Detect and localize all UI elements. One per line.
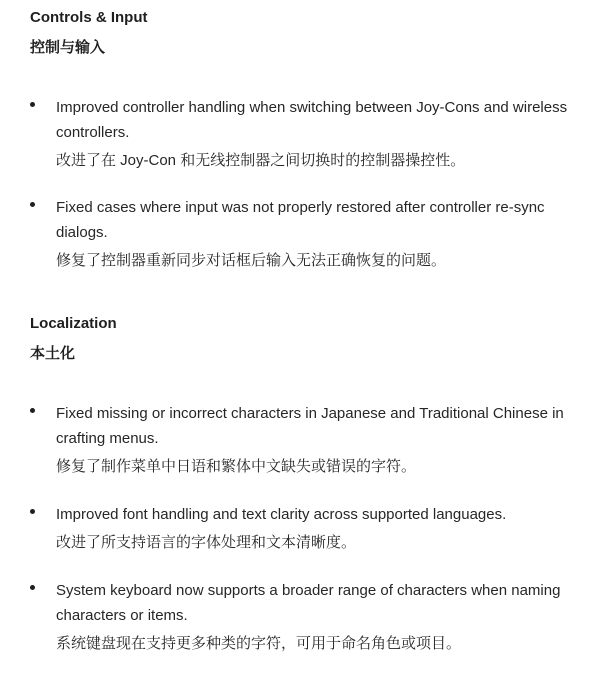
english-text: Fixed missing or incorrect characters in Japanese and Traditional Chinese in crafting menus.: [56, 405, 564, 447]
section-subtitle: 本土化: [30, 345, 76, 362]
chinese-text: 改进了所支持语言的字体处理和文本清晰度。: [56, 534, 357, 551]
list-item-body: [56, 401, 590, 477]
section-subtitle: 控制与输入: [30, 39, 106, 56]
english-text: Improved font handling and text clarity across supported languages.: [56, 506, 507, 523]
section-controls-input: [30, 8, 590, 269]
chinese-text: 修复了控制器重新同步对话框后输入无法正确恢复的问题。: [56, 252, 447, 269]
list-item-body: [56, 578, 590, 654]
english-text: Fixed cases where input was not properly restored after controller re-sync dialogs.: [56, 199, 545, 241]
section-title: Localization: [30, 315, 117, 332]
bullet-icon: [30, 202, 35, 207]
bullet-icon: [30, 509, 35, 514]
bullet-icon: [30, 408, 35, 413]
english-text: System keyboard now supports a broader range of characters when naming characters or items.: [56, 582, 561, 624]
chinese-text: 改进了在 Joy-Con 和无线控制器之间切换时的控制器操控性。: [56, 152, 466, 169]
list-item-body: [56, 95, 590, 171]
list-item-body: [56, 502, 590, 553]
english-text: Improved controller handling when switching between Joy-Cons and wireless controllers.: [56, 99, 568, 141]
list-item-body: [56, 195, 590, 271]
chinese-text: 系统键盘现在支持更多种类的字符，可用于命名角色或项目。: [56, 635, 462, 652]
chinese-text: 修复了制作菜单中日语和繁体中文缺失或错误的字符。: [56, 458, 417, 475]
section-localization: [30, 314, 590, 652]
section-title: Controls & Input: [30, 9, 148, 26]
bullet-icon: [30, 102, 35, 107]
bullet-icon: [30, 585, 35, 590]
